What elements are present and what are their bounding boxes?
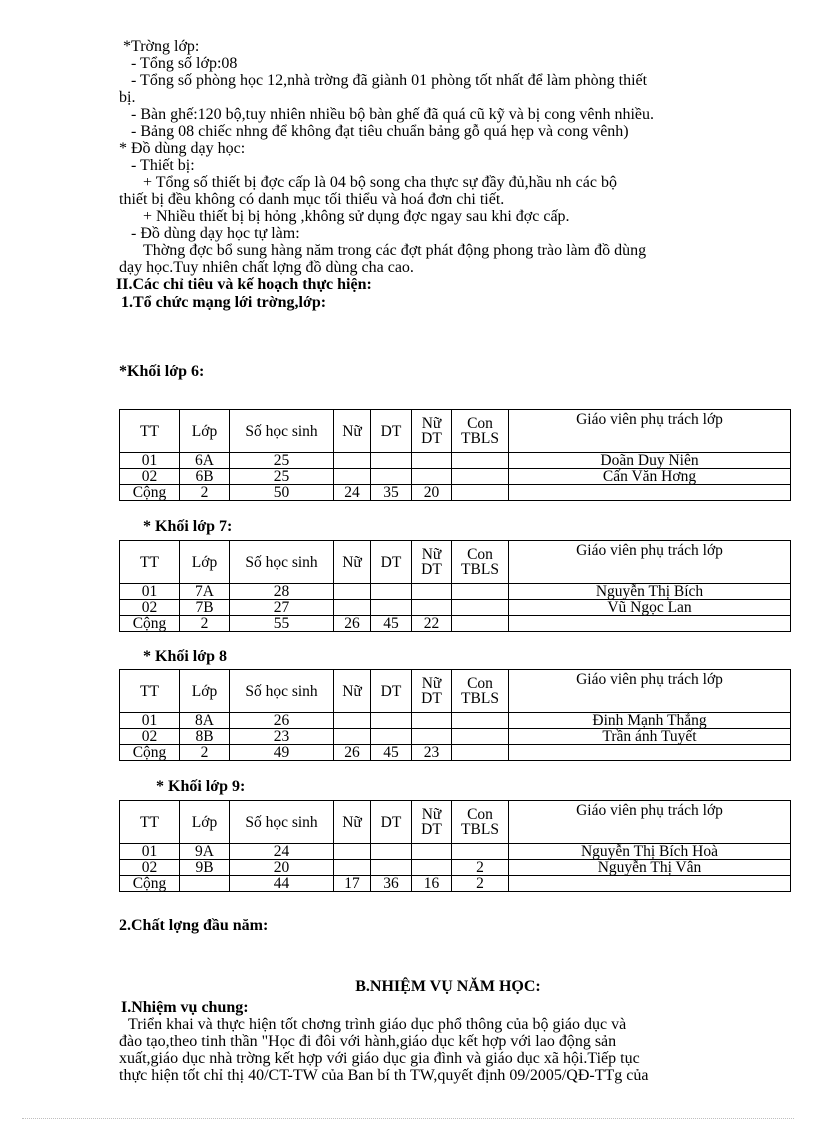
- cell-so-hoc-sinh: 26: [230, 713, 334, 729]
- cell-dt: [371, 844, 412, 860]
- cell-so-hoc-sinh: 28: [230, 584, 334, 600]
- cell-tt: 02: [120, 729, 180, 745]
- cell-nu: [334, 600, 371, 616]
- column-header: Lớp: [180, 670, 230, 713]
- cell-lop: 6A: [180, 453, 230, 469]
- cell-dt: 45: [371, 616, 412, 632]
- cell-con-tbls: [452, 616, 509, 632]
- column-header: Giáo viên phụ trách lớp: [509, 541, 791, 584]
- text-line: dạy học.Tuy nhiên chất lợng đồ dùng cha cao.: [119, 259, 414, 276]
- cell-nu-dt: 20: [412, 485, 452, 501]
- cell-con-tbls: [452, 584, 509, 600]
- cell-dt: [371, 860, 412, 876]
- cell-dt: [371, 713, 412, 729]
- column-header: Lớp: [180, 541, 230, 584]
- column-header: Số học sinh: [230, 801, 334, 844]
- table-row: [120, 729, 791, 745]
- cell-teacher: [509, 616, 791, 632]
- cell-tt: 02: [120, 469, 180, 485]
- table-row: [120, 469, 791, 485]
- cell-tt: 02: [120, 600, 180, 616]
- text-line: - Thiết bị:: [131, 157, 195, 174]
- cell-con-tbls: [452, 469, 509, 485]
- cell-nu-dt: [412, 860, 452, 876]
- cell-nu-dt: 22: [412, 616, 452, 632]
- text-line: thực hiện tốt chỉ thị 40/CT-TW của Ban bí th TW,quyết định 09/2005/QĐ-TTg của: [119, 1067, 649, 1084]
- table-total-row: [120, 745, 791, 761]
- cell-nu-dt: [412, 729, 452, 745]
- table-header-row: [120, 801, 791, 844]
- text-line: * Đồ dùng dạy học:: [119, 140, 246, 157]
- column-header: TT: [120, 670, 180, 713]
- section-heading-I: I.Nhiệm vụ chung:: [121, 999, 249, 1016]
- table-row: [120, 584, 791, 600]
- cell-con-tbls: [452, 713, 509, 729]
- column-header: Nữ DT: [412, 670, 452, 713]
- section-heading-B: B.NHIỆM VỤ NĂM HỌC:: [355, 978, 541, 995]
- grade-title: * Khối lớp 9:: [156, 778, 246, 795]
- cell-teacher: Nguyễn Thị Bích Hoà: [509, 844, 791, 860]
- cell-tt: Cộng: [120, 745, 180, 761]
- cell-lop: [180, 876, 230, 892]
- cell-nu-dt: [412, 453, 452, 469]
- cell-nu: [334, 469, 371, 485]
- column-header: Con TBLS: [452, 670, 509, 713]
- cell-dt: 35: [371, 485, 412, 501]
- text-line: thiết bị đều không có danh mục tối thiểu và hoá đơn chi tiết.: [119, 191, 505, 208]
- cell-tt: Cộng: [120, 876, 180, 892]
- cell-so-hoc-sinh: 27: [230, 600, 334, 616]
- column-header: Nữ: [334, 670, 371, 713]
- column-header: TT: [120, 541, 180, 584]
- cell-so-hoc-sinh: 20: [230, 860, 334, 876]
- column-header: Con TBLS: [452, 801, 509, 844]
- cell-nu: 26: [334, 616, 371, 632]
- column-header: Nữ: [334, 410, 371, 453]
- column-header: DT: [371, 801, 412, 844]
- cell-lop: 2: [180, 485, 230, 501]
- cell-nu-dt: [412, 584, 452, 600]
- cell-teacher: Vũ Ngọc Lan: [509, 600, 791, 616]
- cell-teacher: [509, 745, 791, 761]
- table-row: [120, 453, 791, 469]
- cell-so-hoc-sinh: 23: [230, 729, 334, 745]
- cell-lop: 7B: [180, 600, 230, 616]
- column-header: Số học sinh: [230, 410, 334, 453]
- column-header: Nữ DT: [412, 541, 452, 584]
- column-header: Lớp: [180, 801, 230, 844]
- grade-table: [119, 800, 791, 892]
- text-line: - Tổng số lớp:08: [131, 55, 238, 72]
- cell-teacher: Nguyễn Thị Vân: [509, 860, 791, 876]
- cell-lop: 2: [180, 745, 230, 761]
- cell-nu: [334, 453, 371, 469]
- cell-teacher: Cấn Văn Hơng: [509, 469, 791, 485]
- cell-so-hoc-sinh: 44: [230, 876, 334, 892]
- text-line: Triển khai và thực hiện tốt chơng trình giáo dục phổ thông của bộ giáo dục và: [128, 1016, 627, 1033]
- text-line: xuất,giáo dục nhà trờng kết hợp với giáo dục gia đình và giáo dục xã hội.Tiếp tục: [119, 1050, 640, 1067]
- cell-so-hoc-sinh: 24: [230, 844, 334, 860]
- cell-nu: [334, 729, 371, 745]
- text-line: + Nhiều thiết bị bị hỏng ,không sử dụng đợc ngay sau khi đợc cấp.: [143, 208, 570, 225]
- subsection-heading-1: 1.Tổ chức mạng lới trờng,lớp:: [121, 294, 327, 311]
- cell-nu-dt: 23: [412, 745, 452, 761]
- text-line: *Trờng lớp:: [123, 38, 200, 55]
- table-total-row: [120, 616, 791, 632]
- cell-tt: 01: [120, 453, 180, 469]
- grade-table: [119, 409, 791, 501]
- cell-tt: 02: [120, 860, 180, 876]
- column-header: Nữ: [334, 541, 371, 584]
- cell-lop: 9A: [180, 844, 230, 860]
- column-header: Con TBLS: [452, 410, 509, 453]
- table-header-row: [120, 410, 791, 453]
- cell-con-tbls: 2: [452, 876, 509, 892]
- cell-con-tbls: [452, 745, 509, 761]
- cell-nu-dt: [412, 844, 452, 860]
- cell-tt: Cộng: [120, 616, 180, 632]
- cell-con-tbls: [452, 844, 509, 860]
- cell-dt: 45: [371, 745, 412, 761]
- column-header: DT: [371, 541, 412, 584]
- column-header: Giáo viên phụ trách lớp: [509, 410, 791, 453]
- cell-teacher: Đinh Mạnh Thắng: [509, 713, 791, 729]
- grade-table: [119, 669, 791, 761]
- text-line: Thờng đợc bổ sung hàng năm trong các đợt phát động phong trào làm đồ dùng: [143, 242, 647, 259]
- cell-con-tbls: [452, 485, 509, 501]
- column-header: Số học sinh: [230, 541, 334, 584]
- column-header: Nữ DT: [412, 801, 452, 844]
- column-header: Giáo viên phụ trách lớp: [509, 801, 791, 844]
- cell-nu: 24: [334, 485, 371, 501]
- cell-nu-dt: [412, 713, 452, 729]
- table-row: [120, 713, 791, 729]
- cell-teacher: Nguyễn Thị Bích: [509, 584, 791, 600]
- cell-so-hoc-sinh: 25: [230, 469, 334, 485]
- text-line: đào tạo,theo tinh thần "Học đi đôi với hành,giáo dục kết hợp với lao động sản: [119, 1033, 617, 1050]
- cell-dt: [371, 453, 412, 469]
- cell-dt: [371, 729, 412, 745]
- cell-tt: Cộng: [120, 485, 180, 501]
- column-header: Con TBLS: [452, 541, 509, 584]
- cell-con-tbls: [452, 453, 509, 469]
- cell-teacher: [509, 485, 791, 501]
- cell-nu: [334, 844, 371, 860]
- text-line: - Tổng số phòng học 12,nhà trờng đã giành 01 phòng tốt nhất để làm phòng thiết: [131, 72, 648, 89]
- grade-title: *Khối lớp 6:: [119, 363, 205, 380]
- column-header: DT: [371, 410, 412, 453]
- table-row: [120, 844, 791, 860]
- table-header-row: [120, 541, 791, 584]
- table-header-row: [120, 670, 791, 713]
- cell-lop: 7A: [180, 584, 230, 600]
- cell-lop: 6B: [180, 469, 230, 485]
- grade-title: * Khối lớp 8: [143, 648, 227, 665]
- cell-dt: 36: [371, 876, 412, 892]
- text-line: bị.: [119, 89, 136, 106]
- cell-nu: [334, 860, 371, 876]
- cell-nu: 17: [334, 876, 371, 892]
- table-total-row: [120, 876, 791, 892]
- cell-con-tbls: 2: [452, 860, 509, 876]
- cell-tt: 01: [120, 713, 180, 729]
- cell-nu-dt: [412, 469, 452, 485]
- cell-nu: [334, 713, 371, 729]
- grade-table: [119, 540, 791, 632]
- column-header: TT: [120, 410, 180, 453]
- column-header: Số học sinh: [230, 670, 334, 713]
- column-header: Nữ DT: [412, 410, 452, 453]
- cell-lop: 8B: [180, 729, 230, 745]
- table-row: [120, 600, 791, 616]
- cell-teacher: [509, 876, 791, 892]
- cell-so-hoc-sinh: 50: [230, 485, 334, 501]
- cell-lop: 8A: [180, 713, 230, 729]
- cell-teacher: Doãn Duy Niên: [509, 453, 791, 469]
- cell-dt: [371, 600, 412, 616]
- table-total-row: [120, 485, 791, 501]
- column-header: Nữ: [334, 801, 371, 844]
- text-line: + Tổng số thiết bị đợc cấp là 04 bộ song cha thực sự đầy đủ,hầu nh các bộ: [143, 174, 617, 191]
- cell-lop: 2: [180, 616, 230, 632]
- subsection-heading-2: 2.Chất lợng đầu năm:: [119, 917, 269, 934]
- cell-nu: [334, 584, 371, 600]
- cell-nu: 26: [334, 745, 371, 761]
- cell-so-hoc-sinh: 55: [230, 616, 334, 632]
- cell-nu-dt: [412, 600, 452, 616]
- table-row: [120, 860, 791, 876]
- cell-so-hoc-sinh: 49: [230, 745, 334, 761]
- cell-lop: 9B: [180, 860, 230, 876]
- section-heading-II: II.Các chỉ tiêu và kế hoạch thực hiện:: [116, 276, 372, 293]
- cell-tt: 01: [120, 844, 180, 860]
- cell-con-tbls: [452, 729, 509, 745]
- cell-nu-dt: 16: [412, 876, 452, 892]
- column-header: Giáo viên phụ trách lớp: [509, 670, 791, 713]
- cell-dt: [371, 469, 412, 485]
- text-line: - Đồ dùng dạy học tự làm:: [131, 225, 300, 242]
- cell-so-hoc-sinh: 25: [230, 453, 334, 469]
- page-bottom-divider: [22, 1118, 794, 1119]
- grade-title: * Khối lớp 7:: [143, 518, 233, 535]
- text-line: - Bàn ghế:120 bộ,tuy nhiên nhiều bộ bàn ghế đã quá cũ kỹ và bị cong vênh nhiều.: [131, 106, 654, 123]
- column-header: DT: [371, 670, 412, 713]
- column-header: TT: [120, 801, 180, 844]
- cell-tt: 01: [120, 584, 180, 600]
- cell-dt: [371, 584, 412, 600]
- column-header: Lớp: [180, 410, 230, 453]
- text-line: - Bảng 08 chiếc nhng để không đạt tiêu chuẩn bảng gỗ quá hẹp và cong vênh): [131, 123, 629, 140]
- cell-teacher: Trần ánh Tuyết: [509, 729, 791, 745]
- cell-con-tbls: [452, 600, 509, 616]
